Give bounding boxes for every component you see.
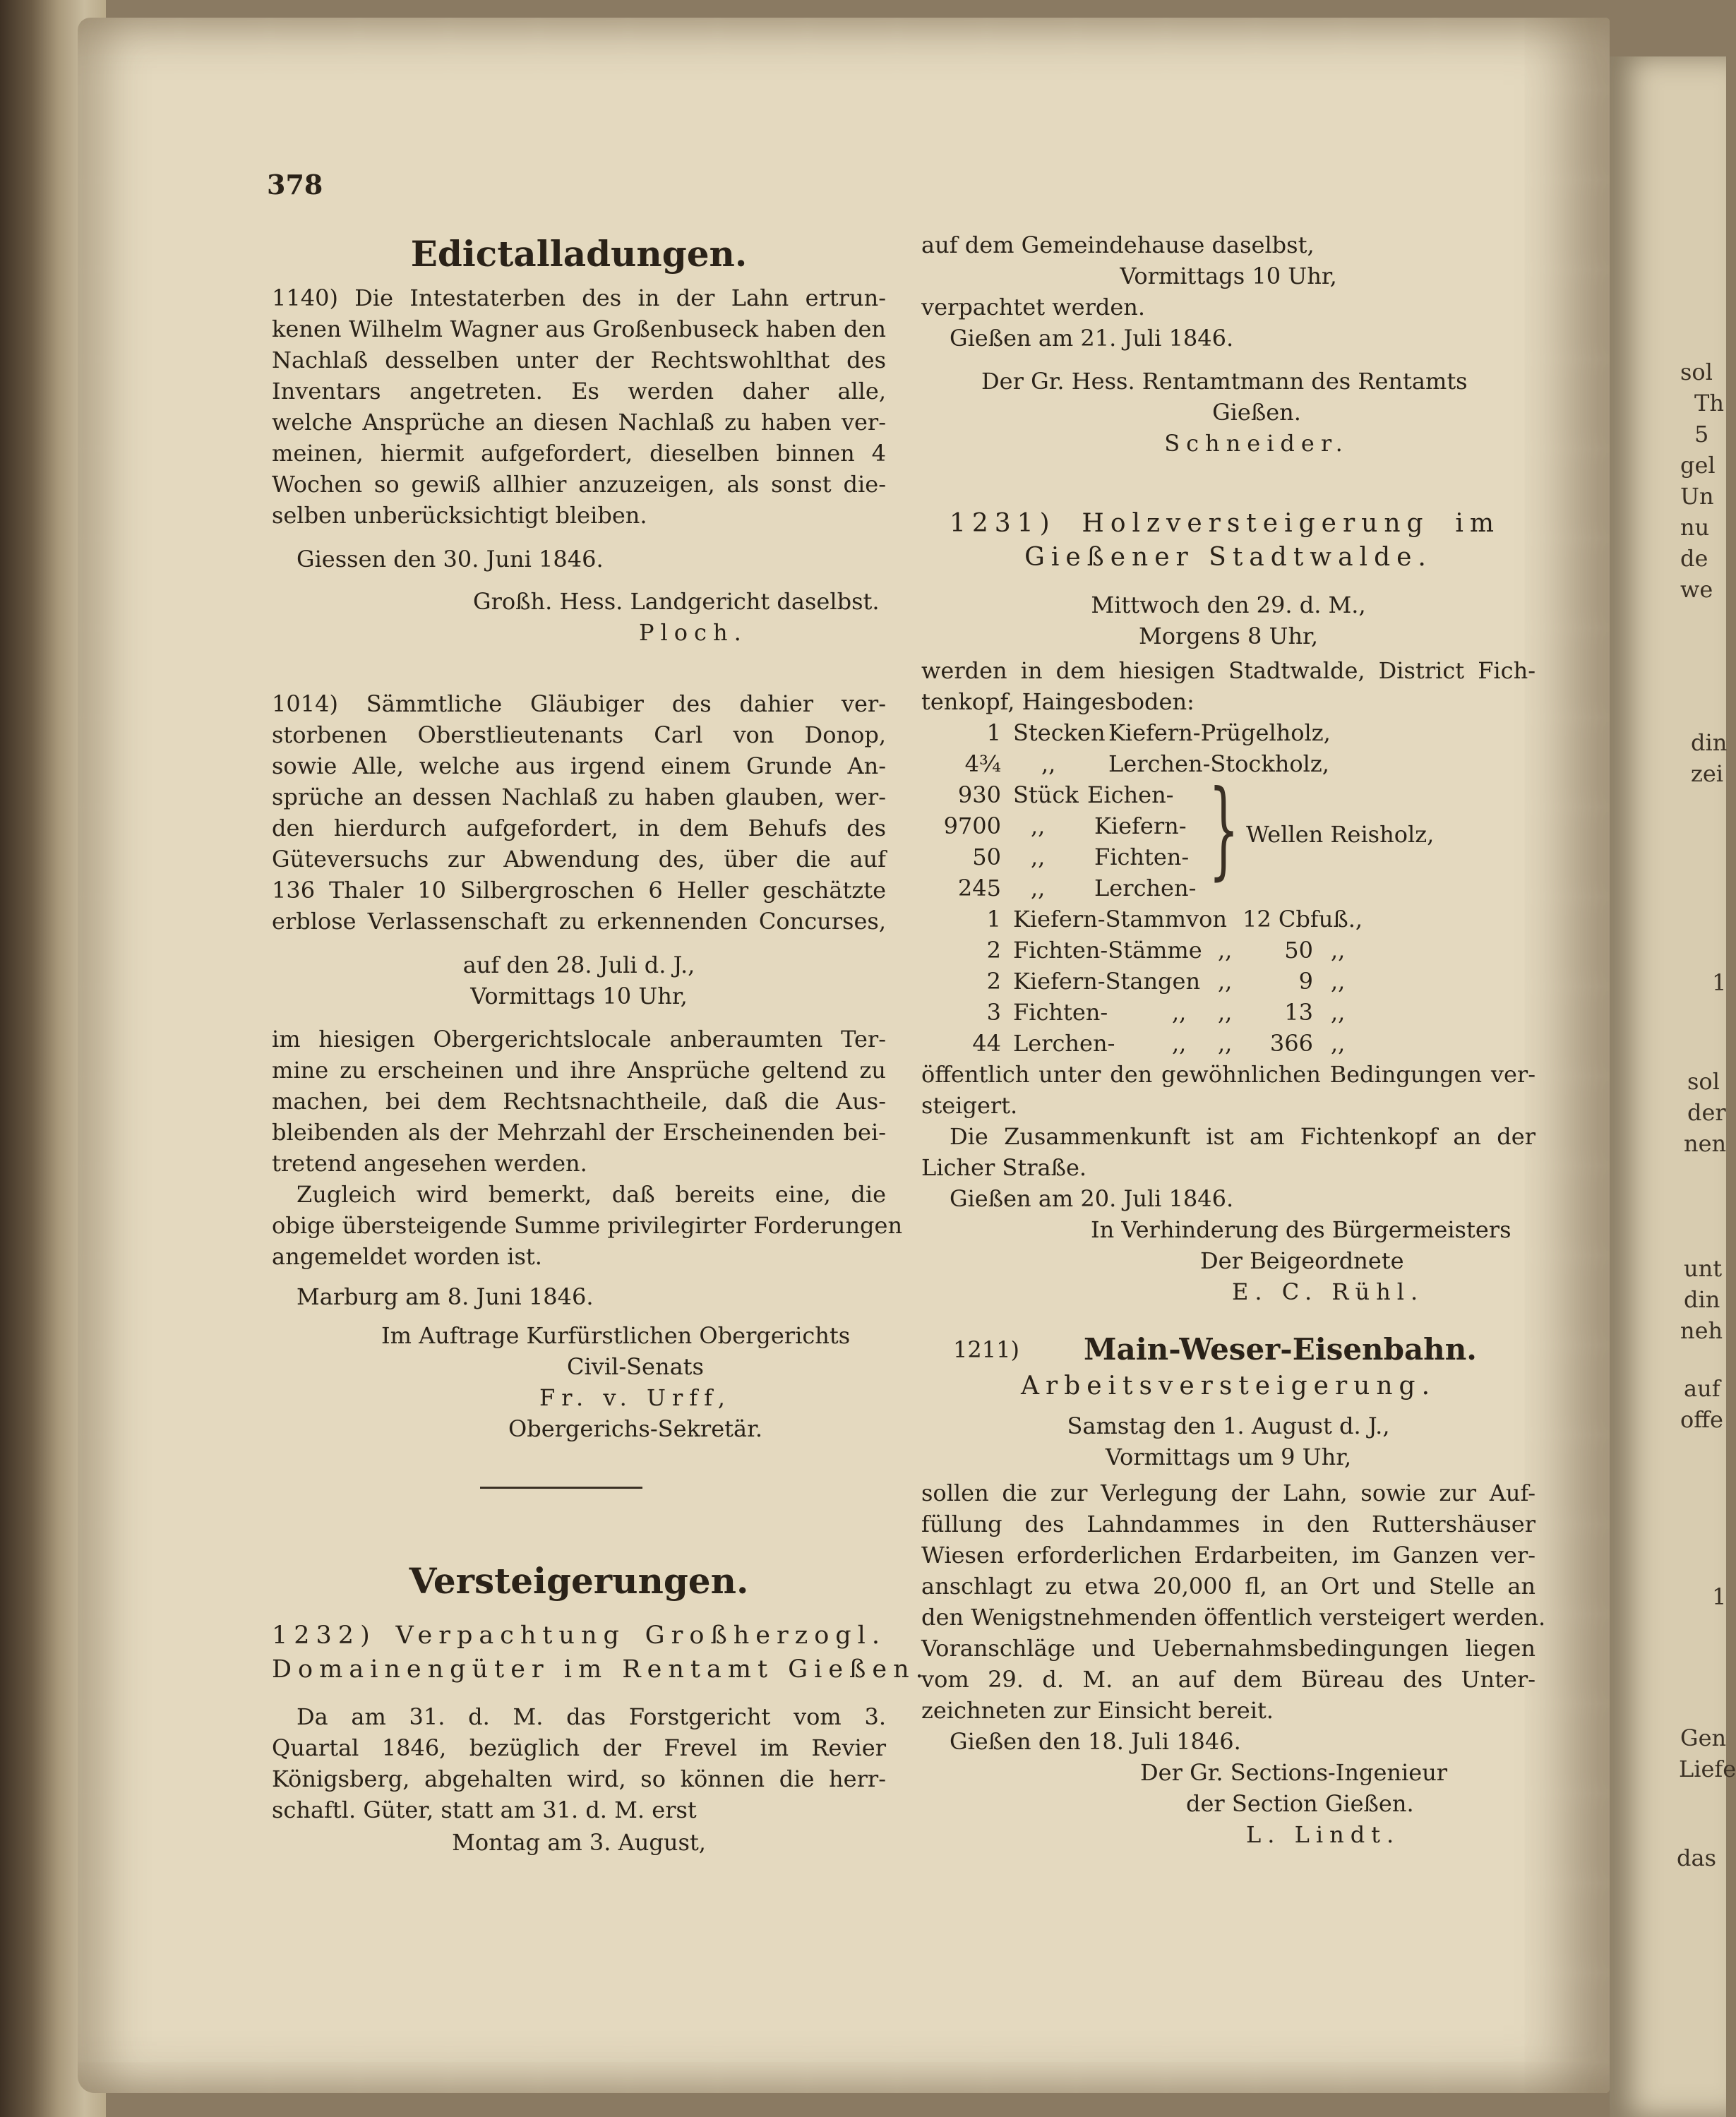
stem-quantity: 2 (986, 968, 1001, 995)
text-line: machen, bei dem Rechtsnachtheile, daß die Aus- (272, 1088, 886, 1115)
text-line: verpachtet werden. (921, 294, 1146, 320)
text-line: 136 Thaler 10 Silbergroschen 6 Heller geschätzte (272, 877, 886, 904)
wood-unit: ,, (1031, 875, 1046, 901)
stem-description: Fichten-Stämme (1013, 937, 1202, 964)
notice-title: Gießener Stadtwalde. (1024, 543, 1432, 572)
stem-volume: 50 (1284, 937, 1313, 964)
text-line: selben unberücksichtigt bleiben. (272, 502, 647, 529)
fragment: 1 (1712, 1583, 1727, 1610)
stem-quantity: 44 (972, 1030, 1001, 1057)
wood-brace-label: Wellen Reisholz, (1246, 821, 1435, 848)
text-line: Wochen so gewiß allhier anzuzeigen, als sonst die- (272, 471, 886, 498)
text-line: anschlagt zu etwa 20,000 fl, an Ort und Stelle an (921, 1573, 1536, 1600)
text-line: werden in dem hiesigen Stadtwalde, District Fich- (921, 657, 1536, 684)
time-line: Morgens 8 Uhr, (1138, 623, 1318, 649)
fragment: 5 (1694, 421, 1709, 448)
stem-volume: 12 Cbfuß., (1243, 906, 1363, 932)
stem-mark: ,, (1218, 1030, 1233, 1057)
text-line: Wiesen erforderlichen Erdarbeiten, im Ganzen ver- (921, 1542, 1536, 1569)
stem-mark: von (1186, 906, 1227, 932)
text-line: obige übersteigende Summe privilegirter Forderungen (272, 1212, 903, 1239)
text-line: erblose Verlassenschaft zu erkennenden Concurses, (272, 908, 886, 935)
wood-quantity: 50 (972, 844, 1001, 870)
fragment: Gen (1680, 1725, 1727, 1751)
text-line: vom 29. d. M. an auf dem Büreau des Unter- (921, 1666, 1536, 1693)
text-line: füllung des Lahndammes in den Ruttershäuser (921, 1511, 1536, 1537)
wood-description: Eichen- (1087, 781, 1174, 808)
section-divider (480, 1487, 642, 1489)
signature: Gießen. (1212, 399, 1301, 426)
text-line: mine zu erscheinen und ihre Ansprüche geltend zu (272, 1057, 886, 1084)
notice-title: 1231) Holzversteigerung im (950, 509, 1500, 538)
text-line: im hiesigen Obergerichtslocale anberaumten Ter- (272, 1026, 886, 1052)
time-line: Vormittags um 9 Uhr, (1105, 1444, 1352, 1470)
signature: Großh. Hess. Landgericht daselbst. (473, 588, 880, 615)
stem-mark: ,, (1218, 999, 1233, 1026)
text-line: Inventars angetreten. Es werden daher alle, (272, 378, 886, 404)
text-line: Licher Straße. (921, 1154, 1087, 1181)
wood-quantity: 245 (957, 875, 1001, 901)
notice-date: Marburg am 8. Juni 1846. (297, 1283, 594, 1310)
notice-title: 1232) Verpachtung Großherzogl. (272, 1621, 886, 1650)
stem-mark: ,, (1331, 968, 1346, 995)
fragment: din (1684, 1286, 1720, 1313)
fragment: gel (1680, 452, 1716, 479)
stem-mark: ,, (1331, 999, 1346, 1026)
text-line: 1140) Die Intestaterben des in der Lahn ertrun- (272, 284, 886, 311)
text-line: Königsberg, abgehalten wird, so können die herr- (272, 1765, 886, 1792)
notice-date: Gießen den 18. Juli 1846. (950, 1728, 1241, 1755)
text-line: kenen Wilhelm Wagner aus Großenbuseck haben den (272, 316, 886, 342)
brace-symbol: } (1209, 768, 1239, 891)
page-number: 378 (267, 169, 323, 200)
wood-description: Lerchen-Stockholz, (1108, 750, 1329, 777)
stem-quantity: 2 (986, 937, 1001, 964)
wood-unit: ,, (1031, 812, 1046, 839)
date-line: auf den 28. Juli d. J., (462, 952, 695, 978)
notice-date: Giessen den 30. Juni 1846. (297, 546, 604, 572)
fragment: 1 (1712, 969, 1727, 996)
date-line: Montag am 3. August, (452, 1829, 706, 1856)
notice-date: Gießen am 20. Juli 1846. (950, 1185, 1234, 1212)
stem-volume: 366 (1269, 1030, 1313, 1057)
signature: Civil-Senats (567, 1353, 704, 1380)
fragment: din (1691, 729, 1728, 756)
signature-name: Schneider. (1164, 430, 1349, 457)
text-line: tretend angesehen werden. (272, 1150, 587, 1177)
wood-description: Lerchen- (1094, 875, 1197, 901)
stem-mark: ,, (1331, 1030, 1346, 1057)
fragment: Un (1680, 483, 1714, 510)
date-line: Samstag den 1. August d. J., (1067, 1413, 1390, 1439)
wood-description: Fichten- (1094, 844, 1190, 870)
text-line: steigert. (921, 1092, 1018, 1119)
text-line: sollen die zur Verlegung der Lahn, sowie zur Auf- (921, 1480, 1536, 1506)
stem-mark: ,, (1331, 937, 1346, 964)
signature: der Section Gießen. (1186, 1790, 1414, 1817)
wood-quantity: 930 (957, 781, 1001, 808)
text-line: Voranschläge und Uebernahmsbedingungen liegen (921, 1635, 1536, 1662)
fragment: sol (1687, 1068, 1720, 1095)
wood-unit: Stecken (1013, 719, 1106, 746)
stem-quantity: 1 (986, 906, 1001, 932)
text-line: meinen, hiermit aufgefordert, dieselben binnen 4 (272, 440, 886, 467)
fragment: nen (1684, 1130, 1727, 1157)
wood-unit: ,, (1041, 750, 1056, 777)
wood-quantity: 9700 (943, 812, 1001, 839)
signature: Der Gr. Hess. Rentamtmann des Rentamts (981, 368, 1468, 395)
fragment: nu (1680, 514, 1710, 541)
text-line: welche Ansprüche an diesen Nachlaß zu haben ver- (272, 409, 886, 436)
fragment: zei (1691, 760, 1724, 787)
text-line: Quartal 1846, bezüglich der Frevel im Revier (272, 1734, 886, 1761)
text-line: bleibenden als der Mehrzahl der Erscheinenden bei- (272, 1119, 886, 1146)
fragment: Th (1694, 390, 1724, 416)
stem-quantity: 3 (986, 999, 1001, 1026)
fragment: das (1677, 1845, 1716, 1871)
stem-mark: ,, (1172, 999, 1187, 1026)
versteigerungen-heading: Versteigerungen. (409, 1560, 749, 1602)
text-line: storbenen Oberstlieutenants Carl von Donop, (272, 721, 886, 748)
fragment: neh (1680, 1317, 1723, 1344)
wood-unit: Stück (1013, 781, 1079, 808)
text-line: sowie Alle, welche aus irgend einem Grunde An- (272, 752, 886, 779)
edict-heading: Edictalladungen. (410, 233, 748, 275)
text-line: sprüche an dessen Nachlaß zu haben glauben, wer- (272, 784, 886, 810)
notice-subtitle: Arbeitsversteigerung. (1020, 1372, 1437, 1401)
text-line: zeichneten zur Einsicht bereit. (921, 1697, 1274, 1724)
fragment: sol (1680, 359, 1713, 385)
text-line: auf dem Gemeindehause daselbst, (921, 232, 1315, 258)
wood-description: Kiefern-Prügelholz, (1108, 719, 1331, 746)
wood-quantity: 4¾ (964, 750, 1001, 777)
signature: Der Gr. Sections-Ingenieur (1140, 1759, 1448, 1786)
stem-mark: ,, (1218, 968, 1233, 995)
stem-description: Lerchen- (1013, 1030, 1115, 1057)
stem-description: Fichten- (1013, 999, 1108, 1026)
notice-title: Domainengüter im Rentamt Gießen. (272, 1655, 930, 1684)
time-line: Vormittags 10 Uhr, (1120, 263, 1337, 289)
stem-mark: ,, (1172, 1030, 1187, 1057)
text-line: den hierdurch aufgefordert, in dem Behufs des (272, 815, 886, 841)
text-line: tenkopf, Haingesboden: (921, 688, 1195, 715)
stem-description: Kiefern-Stangen (1013, 968, 1201, 995)
wood-description: Kiefern- (1094, 812, 1187, 839)
signature-name: Fr. v. Urff, (539, 1384, 731, 1411)
notice-date: Gießen am 21. Juli 1846. (950, 325, 1234, 352)
text-line: Güteversuchs zur Abwendung des, über die auf (272, 846, 886, 872)
text-line: Da am 31. d. M. das Forstgericht vom 3. (297, 1703, 886, 1730)
fragment: offe (1680, 1406, 1723, 1433)
time-line: Vormittags 10 Uhr, (470, 983, 688, 1009)
stem-description: Kiefern-Stamm (1013, 906, 1187, 932)
signature-name: L. Lindt. (1246, 1821, 1401, 1848)
text-line: öffentlich unter den gewöhnlichen Bedingungen ver- (921, 1061, 1536, 1088)
text-line: schaftl. Güter, statt am 31. d. M. erst (272, 1797, 697, 1823)
wood-quantity: 1 (986, 719, 1001, 746)
date-line: Mittwoch den 29. d. M., (1091, 592, 1366, 618)
fragment: der (1687, 1099, 1726, 1126)
notice-number: 1211) (953, 1336, 1019, 1363)
stem-mark: ,, (1218, 937, 1233, 964)
text-line: Zugleich wird bemerkt, daß bereits eine, die (297, 1181, 886, 1208)
signature-name: Ploch. (639, 619, 748, 646)
wood-unit: ,, (1031, 844, 1046, 870)
signature: In Verhinderung des Bürgermeisters (1091, 1216, 1511, 1243)
signature-title: Obergerichs-Sekretär. (508, 1415, 763, 1442)
text-line: Nachlaß desselben unter der Rechtswohlthat des (272, 347, 886, 373)
text-line: 1014) Sämmtliche Gläubiger des dahier ver- (272, 690, 886, 717)
text-line: Die Zusammenkunft ist am Fichtenkopf an der (950, 1123, 1536, 1150)
fragment: de (1680, 545, 1708, 572)
signature: Der Beigeordnete (1200, 1247, 1404, 1274)
text-line: angemeldet worden ist. (272, 1243, 542, 1270)
text-line: den Wenigstnehmenden öffentlich versteigert werden. (921, 1604, 1546, 1631)
notice-title: Main-Weser-Eisenbahn. (1084, 1332, 1477, 1367)
fragment: we (1680, 576, 1713, 603)
stem-volume: 9 (1298, 968, 1313, 995)
fragment: unt (1684, 1255, 1723, 1282)
signature-name: E. C. Rühl. (1232, 1278, 1425, 1305)
fragment: auf (1684, 1375, 1720, 1402)
fragment: Liefe (1679, 1756, 1736, 1782)
stem-volume: 13 (1284, 999, 1313, 1026)
signature: Im Auftrage Kurfürstlichen Obergerichts (381, 1322, 851, 1349)
